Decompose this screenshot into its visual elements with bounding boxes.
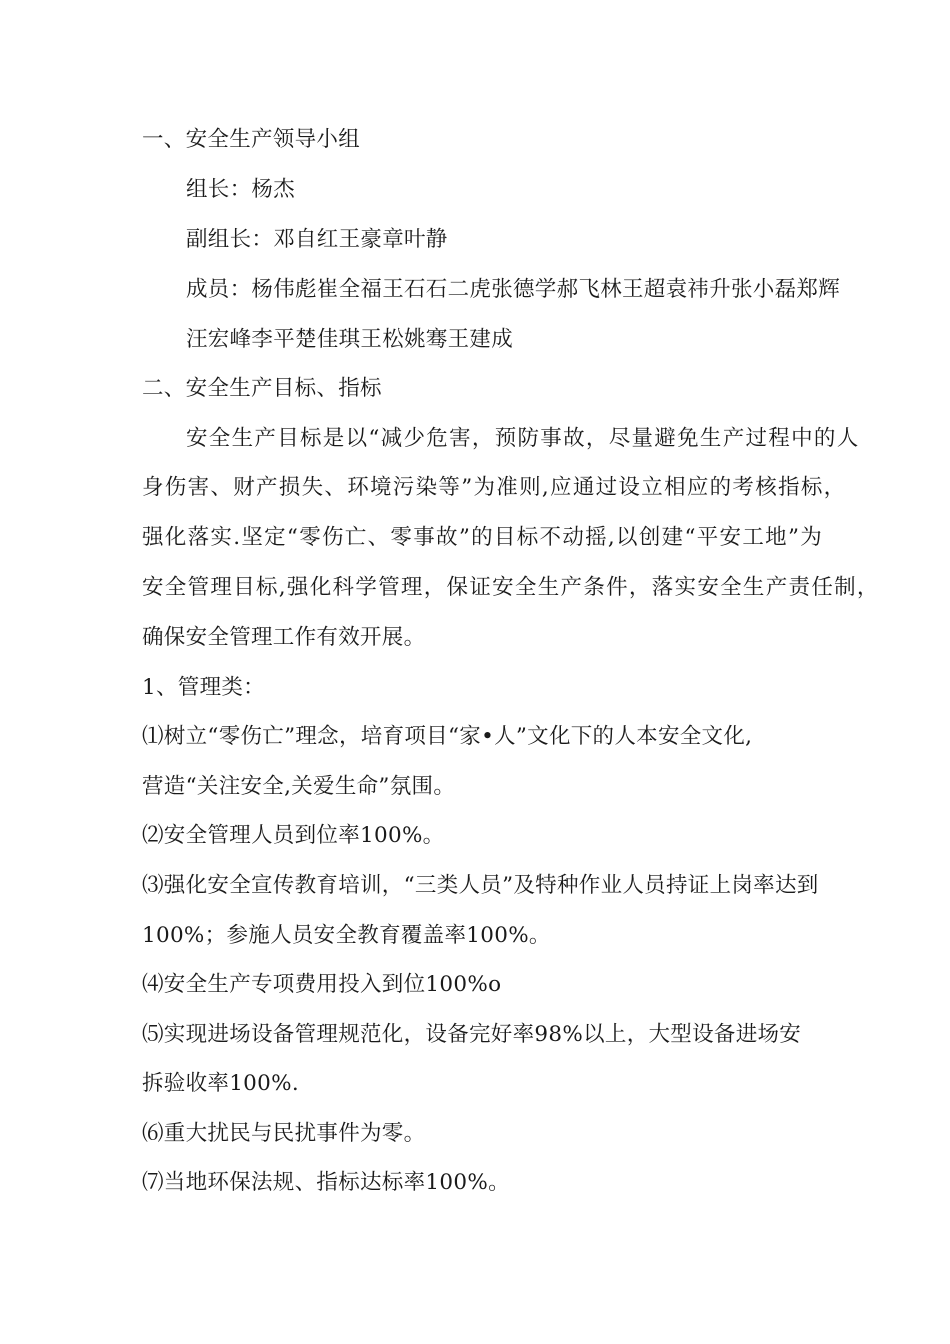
management-item: 拆验收率100%. — [142, 1071, 300, 1096]
management-item: ⑷安全生产专项费用投入到位100%o — [142, 972, 502, 997]
paragraph-line: 确保安全管理工作有效开展。 — [142, 625, 426, 650]
management-heading: 1、管理类： — [142, 675, 265, 700]
paragraph-line: 身伤害、财产损失、环境污染等”为准则,应通过设立相应的考核指标， — [142, 475, 847, 500]
management-item: 营造“关注安全,关爱生命”氛围。 — [142, 774, 456, 799]
management-item: ⑺当地环保法规、指标达标率100%。 — [142, 1170, 510, 1195]
members-line-1: 成员：杨伟彪崔全福王石石二虎张德学郝飞林王超袁祎升张小磊郑辉 — [186, 277, 841, 302]
management-item: ⑹重大扰民与民扰事件为零。 — [142, 1121, 426, 1146]
paragraph-line: 强化落实.坚定“零伤亡、零事故”的目标不动摇,以创建“平安工地”为 — [142, 525, 824, 550]
deputy-line: 副组长：邓自红王豪章叶静 — [186, 227, 448, 252]
section2-heading: 二、安全生产目标、指标 — [142, 376, 382, 401]
management-item: ⑵安全管理人员到位率100%。 — [142, 823, 445, 848]
paragraph-line: 安全生产目标是以“减少危害，预防事故，尽量避免生产过程中的人 — [186, 426, 860, 451]
management-item: 100%；参施人员安全教育覆盖率100%。 — [142, 923, 551, 948]
paragraph-line: 安全管理目标,强化科学管理，保证安全生产条件，落实安全生产责任制， — [142, 575, 880, 600]
management-item: ⑴树立“零伤亡”理念，培育项目“家•人”文化下的人本安全文化, — [142, 724, 753, 749]
management-item: ⑸实现进场设备管理规范化，设备完好率98%以上，大型设备进场安 — [142, 1022, 802, 1047]
leader-line: 组长：杨杰 — [186, 177, 296, 202]
section1-heading: 一、安全生产领导小组 — [142, 127, 361, 152]
members-line-2: 汪宏峰李平楚佳琪王松姚骞王建成 — [186, 327, 514, 352]
management-item: ⑶强化安全宣传教育培训，“三类人员”及特种作业人员持证上岗率达到 — [142, 873, 819, 898]
